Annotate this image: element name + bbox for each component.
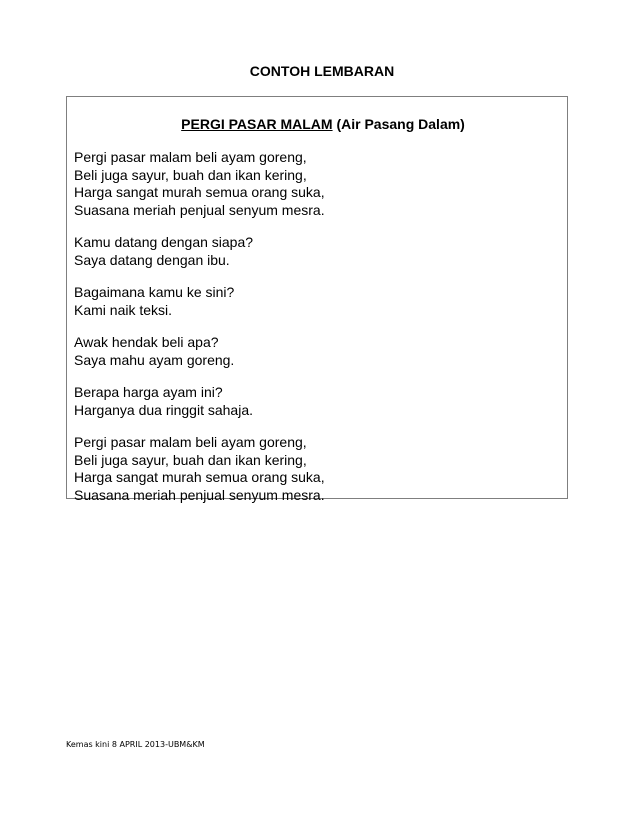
- song-title-sub: (Air Pasang Dalam): [336, 116, 465, 132]
- lyric-line: Berapa harga ayam ini?: [74, 384, 223, 400]
- lyric-line: Suasana meriah penjual senyum mesra.: [74, 486, 325, 503]
- song-stanzas: [74, 149, 561, 519]
- page-title: [0, 62, 638, 80]
- lyric-line: Beli juga sayur, buah dan ikan kering,: [74, 451, 307, 468]
- stanza-5: [74, 384, 561, 419]
- stanza-3: [74, 284, 561, 319]
- lyric-line: Pergi pasar malam beli ayam goreng,: [74, 149, 307, 165]
- lyric-line: Beli juga sayur, buah dan ikan kering,: [74, 166, 307, 183]
- lyric-line: Bagaimana kamu ke sini?: [74, 284, 235, 300]
- lyric-line: Saya datang dengan ibu.: [74, 251, 230, 268]
- lyric-line: Kami naik teksi.: [74, 301, 173, 318]
- song-title-main: PERGI PASAR MALAM: [181, 116, 333, 132]
- lyric-line: Harga sangat murah semua orang suka,: [74, 469, 325, 485]
- song-heading: [67, 115, 567, 133]
- stanza-2: [74, 234, 561, 269]
- lyric-line: Harga sangat murah semua orang suka,: [74, 184, 325, 200]
- page-title-text: CONTOH LEMBARAN: [249, 63, 395, 79]
- stanza-6: [74, 434, 561, 504]
- song-box: [66, 96, 568, 503]
- lyric-line: Kamu datang dengan siapa?: [74, 234, 254, 250]
- lyric-line: Harganya dua ringgit sahaja.: [74, 401, 254, 418]
- page-footer: Kemas kini 8 APRIL 2013-UBM&KM: [66, 740, 205, 749]
- stanza-1: [74, 149, 561, 219]
- lyric-line: Saya mahu ayam goreng.: [74, 351, 235, 368]
- stanza-4: [74, 334, 561, 369]
- lyric-line: Pergi pasar malam beli ayam goreng,: [74, 434, 307, 450]
- lyric-line: Awak hendak beli apa?: [74, 334, 219, 350]
- lyric-line: Suasana meriah penjual senyum mesra.: [74, 201, 325, 218]
